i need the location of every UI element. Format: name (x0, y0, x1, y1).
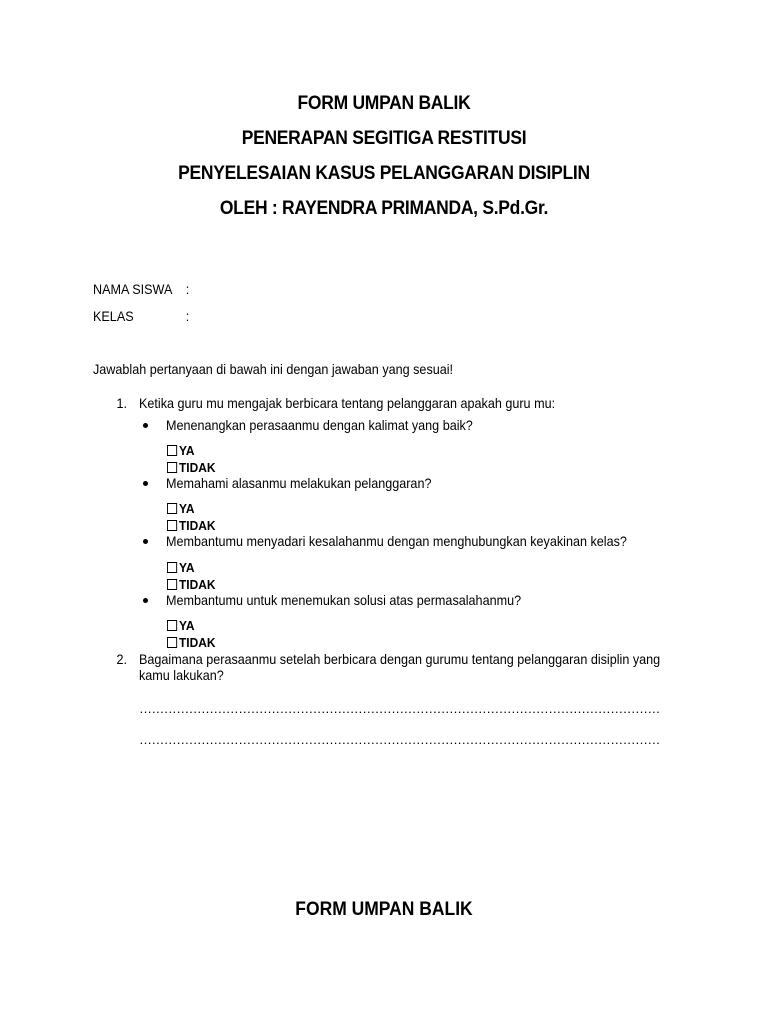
question-2 (116, 651, 661, 667)
question-1-text: Ketika guru mu mengajak berbicara tentang pelanggaran apakah guru mu: (139, 395, 556, 411)
option-no-2[interactable] (167, 518, 216, 533)
option-no-3-label: TIDAK (178, 577, 216, 592)
bullet-icon (143, 598, 148, 603)
option-no-4-label: TIDAK (178, 635, 216, 650)
class-label: KELAS (93, 308, 134, 324)
option-no-3[interactable] (167, 577, 216, 592)
option-no-4[interactable] (167, 635, 216, 650)
checkbox-icon[interactable] (167, 637, 177, 648)
student-name-label: NAMA SISWA (93, 281, 173, 297)
question-2-continued (139, 667, 224, 683)
checkbox-icon[interactable] (167, 462, 177, 473)
option-yes-1[interactable] (167, 443, 194, 458)
question-1 (116, 395, 556, 411)
checkbox-icon[interactable] (167, 579, 177, 590)
bullet-icon (143, 539, 148, 544)
question-2-number: 2. (116, 651, 128, 667)
question-1-item-2: Memahami alasanmu melakukan pelanggaran? (166, 475, 432, 491)
question-1-number: 1. (116, 395, 128, 411)
option-yes-4-label: YA (178, 618, 195, 633)
question-1-item-3: Membantumu menyadari kesalahanmu dengan menghubungkan keyakinan kelas? (166, 533, 627, 549)
checkbox-icon[interactable] (167, 503, 177, 514)
instruction-text: Jawablah pertanyaan di bawah ini dengan jawaban yang sesuai! (93, 361, 454, 377)
answer-line-1[interactable]: ……………………………………………………………………………………………………………… (139, 701, 660, 716)
option-no-2-label: TIDAK (178, 518, 216, 533)
option-yes-3[interactable] (167, 560, 194, 575)
checkbox-icon[interactable] (167, 562, 177, 573)
student-name-separator: : (185, 281, 190, 297)
class-field (93, 308, 189, 324)
header-subtitle-1: PENERAPAN SEGITIGA RESTITUSI (241, 128, 527, 149)
question-1-item-4: Membantumu untuk menemukan solusi atas permasalahanmu? (166, 592, 522, 608)
header-subtitle-2: PENYELESAIAN KASUS PELANGGARAN DISIPLIN (178, 163, 590, 184)
option-yes-3-label: YA (178, 560, 195, 575)
question-1-item-1: Menenangkan perasaanmu dengan kalimat yang baik? (166, 417, 473, 433)
header-author: OLEH : RAYENDRA PRIMANDA, S.Pd.Gr. (219, 198, 549, 219)
answer-line-2[interactable]: ……………………………………………………………………………………………………………… (139, 732, 660, 747)
document-header (0, 86, 768, 226)
checkbox-icon[interactable] (167, 620, 177, 631)
checkbox-icon[interactable] (167, 445, 177, 456)
student-name-field (93, 281, 189, 297)
option-yes-1-label: YA (178, 443, 195, 458)
question-2-text-line-1: Bagaimana perasaanmu setelah berbicara dengan gurumu tentang pelanggaran disiplin yang (139, 651, 661, 667)
checkbox-icon[interactable] (167, 520, 177, 531)
option-yes-2-label: YA (178, 501, 195, 516)
header-title: FORM UMPAN BALIK (297, 93, 471, 114)
bullet-icon (143, 481, 148, 486)
class-separator: : (185, 308, 190, 324)
bullet-icon (143, 423, 148, 428)
option-yes-2[interactable] (167, 501, 194, 516)
option-yes-4[interactable] (167, 618, 194, 633)
option-no-1[interactable] (167, 460, 216, 475)
next-page-title: FORM UMPAN BALIK (295, 899, 473, 920)
option-no-1-label: TIDAK (178, 460, 216, 475)
question-2-text-line-2: kamu lakukan? (139, 667, 224, 683)
